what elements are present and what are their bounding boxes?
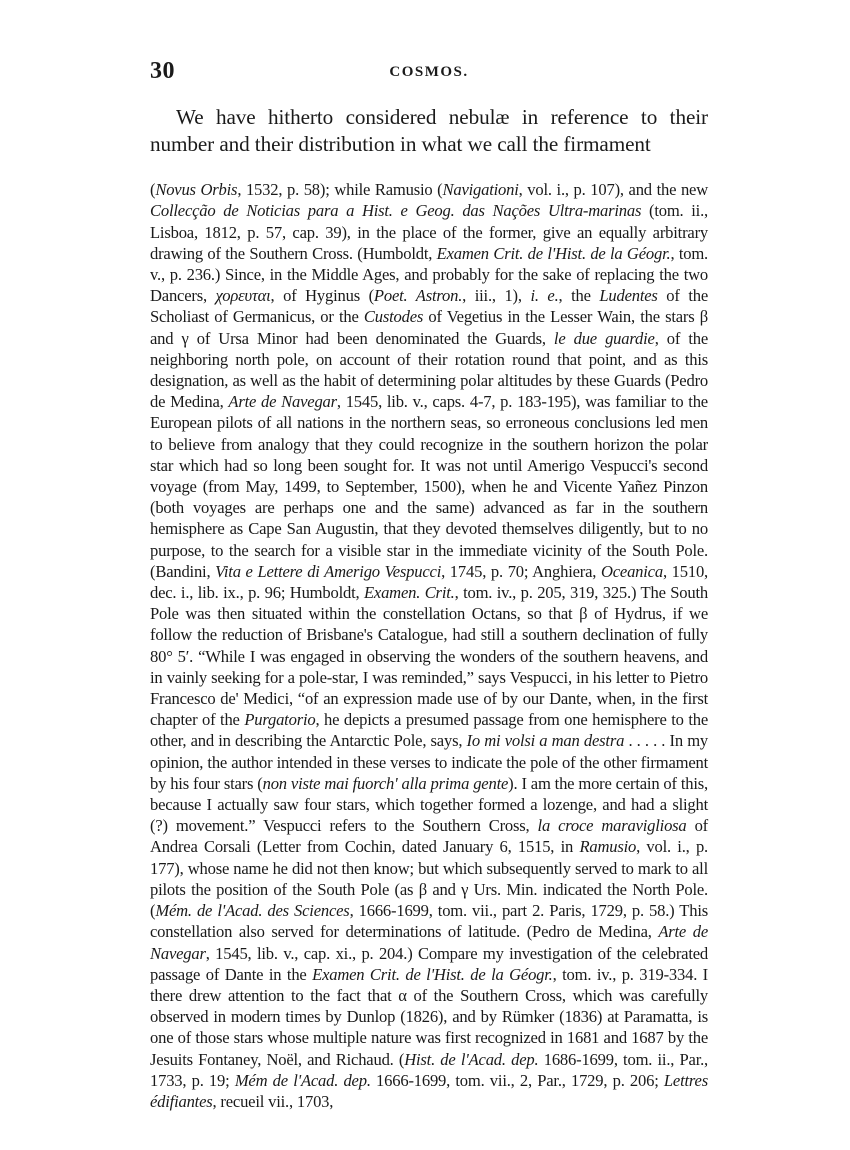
italic-phrase: Examen. Crit. [363,583,455,603]
italic-phrase: le due guardie [553,328,655,348]
running-title: COSMOS. [389,64,469,80]
text-run: , he depicts a presumed passage from one hemisphere to the other, and in describing the Antarctic Pole, says, [150,710,708,751]
text-run: ( [150,180,156,200]
text-run: 1686-1699, tom. ii., Par., 1733, p. 19; [150,1049,708,1090]
text-run: , tom. iv., p. 319-334. I there drew attention to the fact that α of the Southern Cross, which was carefully observed in modern times by Dunlop (1826), and by Rümker (1836) at Paramatta, is one of those stars whose multiple nature was first recognized in 1681 and 1687 by the Jesuits Fontaney, Noël, and Richaud. ( [150,964,709,1069]
text-run: , 1532, p. 58); while Ramusio ( [237,180,443,200]
italic-phrase: Io mi volsi a man destra [466,731,625,751]
italic-phrase: Arte de Navegar [228,392,337,412]
text-run: 1666-1699, tom. vii., 2, Par., 1729, p. 206; [370,1070,664,1090]
text-run: of the Scholiast of Germanicus, or the [150,286,709,327]
running-head [150,58,708,92]
text-run: , 1666-1699, tom. vii., part 2. Paris, 1729, p. 58.) This constellation also served for determinations of latitude. (Pedro de Medina, [150,901,709,942]
italic-phrase: i. e. [530,286,559,306]
lead-paragraph: We have hitherto considered nebulæ in reference to their number and their distribution in what we call the firmament [150,105,708,156]
text-run: , of the neighboring north pole, on account of their rotation round that point, and as this designation, as well as the habit of determining polar altitudes by these Guards (Pedro de Medina, [150,328,708,412]
text-run: , vol. i., p. 107), and the new [518,180,708,200]
page-number: 30 [150,58,175,84]
italic-phrase: Purgatorio [244,710,316,730]
italic-phrase: Mém de l'Acad. dep. [234,1070,371,1090]
text-run: , of Hyginus ( [270,286,374,306]
text-run: , vol. i., p. 177), whose name he did not then know; but which subsequently served to mark to all pilots the position of the South Pole (as β and γ Urs. Min. indicated the North Pole. ( [150,837,708,921]
italic-phrase: Mém. de l'Acad. des Sciences [155,901,350,921]
text-run: , 1745, p. 70; Anghiera, [441,561,601,581]
italic-phrase: Hist. de l'Acad. dep. [404,1049,539,1069]
text-run: of Vegetius in the Lesser Wain, the stars β and γ of Ursa Minor had been denominated the Guards, [150,307,708,348]
text-run: (tom. ii., Lisboa, 1812, p. 57, cap. 39), in the place of the former, give an equally arbitrary drawing of the Southern Cross. (Humboldt, [150,201,708,263]
text-run: , tom. iv., p. 205, 319, 325.) The South Pole was then situated within the constellation Octans, so that β of Hydrus, if we follow the reduction of Brisbane's Catalogue, had still a southern declination of fully 80° 5′. “While I was engaged in observing the wonders of the southern heavens, and in vainly seeking for a pole-star, I was reminded,” says Vespucci, in his letter to Pietro Francesco de' Medici, “of an expression made use of by our Dante, when, in the first chapter of the [150,583,708,730]
text-run: . . . . . In my opinion, the author intended in these verses to indicate the pole of the other firmament by his four stars ( [150,731,708,793]
italic-phrase: Novus Orbis [155,180,238,200]
text-run: , 1545, lib. v., cap. xi., p. 204.) Compare my investigation of the celebrated passage of Dante in the [150,943,708,984]
text-run: of Andrea Corsali (Letter from Cochin, dated January 6, 1515, in [150,816,709,857]
text-run: , tom. v., p. 236.) Since, in the Middle Ages, and probably for the sake of replacing the two Dancers, [150,243,708,306]
text-run: ). I am the more certain of this, because I actually saw four stars, which together formed a lozenge, and had a slight (?) movement.” Vespucci refers to the Southern Cross, [150,773,708,836]
italic-phrase: Oceanica [600,561,663,581]
text-run: , recueil vii., 1703, [212,1091,334,1111]
text-run: , the [558,286,600,306]
italic-phrase: χορευται [215,286,271,306]
italic-phrase: Collecção de Noticias para a Hist. e Geog. das Nações Ultra-marinas [150,201,642,221]
italic-phrase: Navigationi [442,180,519,200]
text-run: , 1545, lib. v., caps. 4-7, p. 183-195), was familiar to the European pilots of all nations in the northern seas, so erroneous conclusions led men to believe from analogy that they could recognize in the southern horizon the polar star which had so long been sought for. It was not until Amerigo Vespucci's second voyage (from May, 1499, to September, 1500), when he and Vicente Yañez Pinzon (both voyages are perhaps one and the same) advanced as far in the southern hemisphere as Cape San Augustin, that they devoted themselves diligently, but to no purpose, to the search for a visible star in the immediate vicinity of the South Pole. (Bandini, [150,392,708,581]
italic-phrase: non viste mai fuorch' alla prima gente [262,773,509,793]
book-page [150,58,708,1129]
italic-phrase: la croce maravigliosa [537,816,687,836]
footnote-text [150,179,708,1112]
italic-phrase: Arte de Navegar [150,922,708,963]
text-run: , iii., 1), [462,286,531,306]
italic-phrase: Vita e Lettere di Amerigo Vespucci [215,561,442,581]
italic-phrase: Ludentes [599,286,658,306]
italic-phrase: Poet. Astron. [373,286,463,306]
italic-phrase: Lettres édifiantes [150,1070,708,1111]
text-run: , 1510, dec. i., lib. ix., p. 96; Humboldt, [150,561,708,603]
italic-phrase: Ramusio [579,837,637,857]
italic-phrase: Examen Crit. de l'Hist. de la Géogr. [436,243,671,263]
italic-phrase: Examen Crit. de l'Hist. de la Géogr. [312,964,553,984]
italic-phrase: Custodes [363,307,424,327]
